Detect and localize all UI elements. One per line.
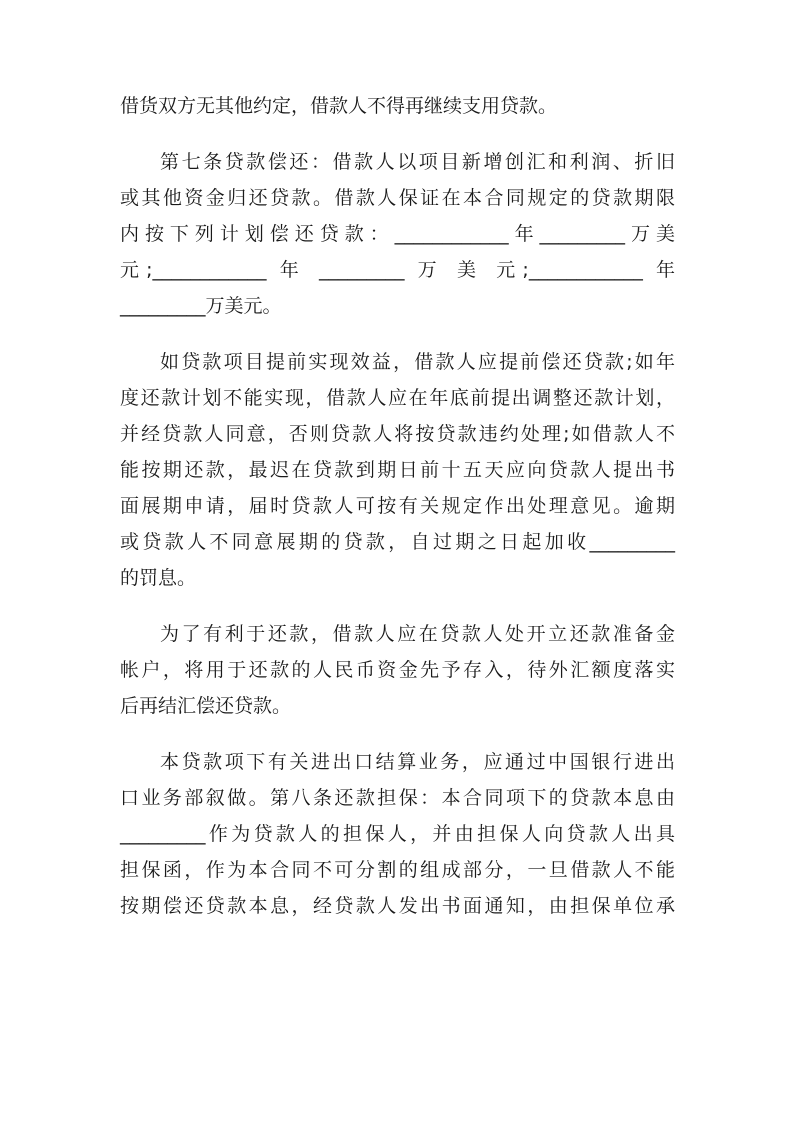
- text-line: _________万美元。: [120, 295, 282, 317]
- document-page: [120, 88, 675, 924]
- text-line: 如贷款项目提前实现效益，借款人应提前偿还贷款;如年: [160, 351, 675, 373]
- text-line: 借货双方无其他约定，借款人不得再继续支用贷款。: [120, 95, 558, 117]
- paragraph-article-8: [120, 744, 675, 924]
- text-line: 并经贷款人同意，否则贷款人将按贷款违约处理;如借款人不: [120, 423, 675, 445]
- text-line: 度还款计划不能实现，借款人应在年底前提出调整还款计划，: [120, 387, 675, 409]
- text-line: 按期偿还贷款本息，经贷款人发出书面通知，由担保单位承: [120, 895, 675, 917]
- text-line: 第七条贷款偿还：借款人以项目新增创汇和利润、折旧: [160, 151, 675, 173]
- text-line: 后再结汇偿还贷款。: [120, 695, 292, 717]
- text-line: 或其他资金归还贷款。借款人保证在本合同规定的贷款期限: [120, 187, 675, 209]
- paragraph-early-repayment: [120, 344, 675, 596]
- text-line: 或贷款人不同意展期的贷款，自过期之日起加收_________: [120, 531, 675, 553]
- text-line: 担保函，作为本合同不可分割的组成部分，一旦借款人不能: [120, 859, 675, 881]
- text-line: 的罚息。: [120, 567, 197, 589]
- text-line: 为了有利于还款，借款人应在贷款人处开立还款准备金: [160, 623, 675, 645]
- text-line: 面展期申请，届时贷款人可按有关规定作出处理意见。逾期: [120, 495, 675, 517]
- paragraph-continuation: [120, 88, 675, 124]
- text-line: 能按期还款，最迟在贷款到期日前十五天应向贷款人提出书: [120, 459, 675, 481]
- text-line: _________作为贷款人的担保人，并由担保人向贷款人出具: [120, 823, 675, 845]
- text-line: 帐户，将用于还款的人民币资金先予存入，待外汇额度落实: [120, 659, 675, 681]
- text-line: 口业务部叙做。第八条还款担保：本合同项下的贷款本息由: [120, 787, 675, 809]
- paragraph-article-7: [120, 144, 675, 324]
- paragraph-reserve-account: [120, 616, 675, 724]
- text-line: 本贷款项下有关进出口结算业务，应通过中国银行进出: [160, 751, 675, 773]
- text-line: 内按下列计划偿还贷款：____________年_________万美: [120, 223, 675, 245]
- text-line: 元;____________ 年 _________ 万 美 元;____________ 年: [120, 259, 675, 281]
